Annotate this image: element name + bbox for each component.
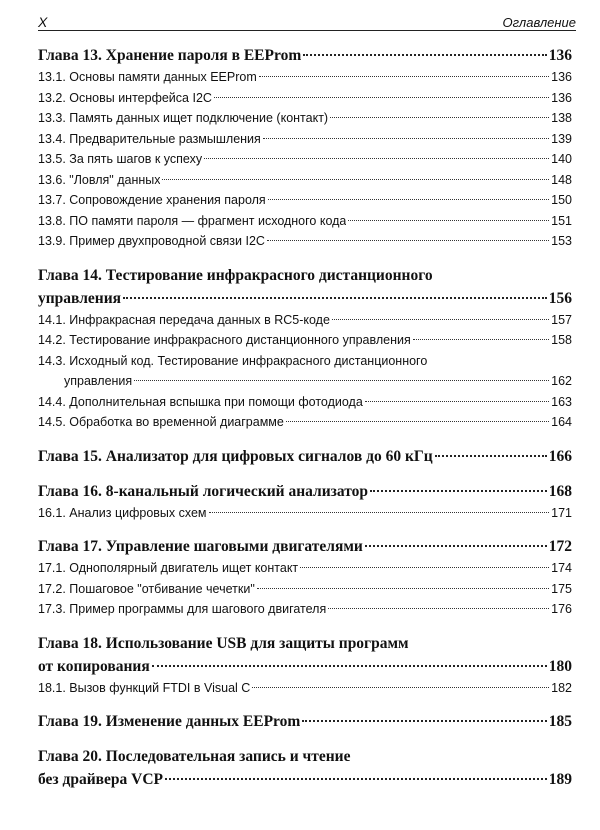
page-number: 140 (551, 152, 572, 166)
page-number: 162 (551, 374, 572, 388)
dot-leader (252, 687, 549, 688)
dot-leader (204, 158, 549, 159)
chapter-block (38, 745, 572, 791)
chapter-block (38, 44, 572, 252)
page-number: 156 (548, 289, 572, 307)
chapter-block (38, 445, 572, 468)
section-title: 13.4. Предварительные размышления (38, 131, 261, 146)
page-number: 158 (551, 333, 572, 347)
header-divider (38, 30, 576, 31)
chapter-block (38, 264, 572, 433)
page-number: 153 (551, 234, 572, 248)
dot-leader (370, 490, 547, 492)
page-number: 171 (551, 505, 572, 520)
dot-leader (152, 665, 547, 667)
section-title: 17.1. Однополярный двигатель ищет контакт (38, 561, 299, 575)
chapter-title: Глава 14. Тестирование инфракрасного дистанционного (38, 266, 433, 284)
chapter-title: Глава 16. 8-канальный логический анализатор (38, 482, 369, 500)
section-title: 13.2. Основы интерфейса I2C (38, 90, 212, 105)
section-entry-line[interactable] (38, 170, 572, 191)
dot-leader (348, 220, 549, 221)
page-number: 175 (551, 581, 572, 596)
section-title: 13.6. "Ловля" данных (38, 172, 161, 187)
dot-leader (134, 380, 549, 381)
page-number: 136 (548, 47, 572, 64)
section-entry-line[interactable] (38, 310, 572, 331)
section-entry-line[interactable] (38, 351, 572, 372)
chapter-entry-line[interactable] (38, 655, 572, 678)
chapter-block (38, 632, 572, 699)
section-entry-line[interactable] (38, 412, 572, 433)
section-title: 13.5. За пять шагов к успеху (38, 152, 203, 166)
page-number: 174 (551, 561, 572, 575)
dot-leader (365, 545, 547, 547)
section-title: 13.1. Основы памяти данных EEProm (38, 70, 257, 84)
dot-leader (328, 608, 549, 609)
dot-leader (302, 720, 546, 722)
page-number: 148 (551, 172, 572, 187)
dot-leader (365, 401, 549, 402)
page-number: 163 (551, 394, 572, 409)
chapter-title: Глава 18. Использование USB для защиты программ (38, 634, 409, 652)
chapter-block (38, 710, 572, 733)
chapter-entry-line[interactable] (38, 480, 572, 503)
section-title: 16.1. Анализ цифровых схем (38, 505, 207, 520)
chapter-block (38, 480, 572, 524)
section-entry-line[interactable] (38, 392, 572, 413)
chapter-entry-line[interactable] (38, 445, 572, 468)
section-title: 14.2. Тестирование инфракрасного дистанционного управления (38, 333, 411, 347)
section-entry-line[interactable] (38, 211, 572, 232)
page-number: 182 (551, 680, 572, 695)
chapter-title: Глава 15. Анализатор для цифровых сигналов до 60 кГц (38, 447, 433, 465)
section-entry-line[interactable] (38, 599, 572, 620)
dot-leader (268, 199, 549, 200)
dot-leader (413, 339, 549, 340)
dot-leader (214, 97, 549, 98)
chapter-entry-line[interactable] (38, 44, 572, 67)
section-title: 13.3. Память данных ищет подключение (контакт) (38, 111, 329, 125)
section-title: 17.3. Пример программы для шагового двигателя (38, 602, 327, 616)
dot-leader (259, 76, 549, 77)
page-number: 166 (548, 447, 572, 465)
page-number: 185 (548, 713, 572, 730)
dot-leader (286, 421, 549, 422)
chapter-title: без драйвера VCP (38, 771, 164, 788)
dot-leader (209, 512, 550, 513)
chapter-entry-line[interactable] (38, 264, 572, 287)
chapter-entry-line[interactable] (38, 632, 572, 655)
dot-leader (300, 567, 549, 568)
section-entry-line[interactable] (38, 503, 572, 524)
section-title: 14.3. Исходный код. Тестирование инфракрасного дистанционного (38, 353, 428, 368)
section-entry-line[interactable] (38, 149, 572, 170)
chapter-title: Глава 13. Хранение пароля в EEProm (38, 47, 302, 64)
section-entry-line[interactable] (38, 190, 572, 211)
page-number: 189 (548, 771, 572, 788)
dot-leader (267, 240, 549, 241)
dot-leader (257, 588, 549, 589)
section-entry-line[interactable] (38, 678, 572, 699)
dot-leader (162, 179, 549, 180)
section-entry-line[interactable] (38, 558, 572, 579)
chapter-title: от копирования (38, 657, 150, 675)
page-number: 136 (551, 70, 572, 84)
page-number: 176 (551, 602, 572, 616)
page-number: 151 (551, 213, 572, 228)
section-entry-line[interactable] (38, 371, 572, 392)
chapter-title: Глава 17. Управление шаговыми двигателями (38, 538, 363, 555)
section-title: 17.2. Пошаговое "отбивание чечетки" (38, 581, 255, 596)
page-number: 136 (551, 90, 572, 105)
section-title: 14.5. Обработка во временной диаграмме (38, 415, 284, 429)
page-number: 164 (551, 415, 572, 429)
section-entry-line[interactable] (38, 88, 572, 109)
dot-leader (165, 778, 547, 780)
section-entry-line[interactable] (38, 129, 572, 150)
section-entry-line[interactable] (38, 108, 572, 129)
section-entry-line[interactable] (38, 67, 572, 88)
dot-leader (435, 455, 547, 457)
chapter-entry-line[interactable] (38, 710, 572, 733)
section-title: 13.9. Пример двухпроводной связи I2C (38, 234, 265, 248)
page-header (38, 12, 576, 36)
section-title: управления (64, 374, 133, 388)
section-title: 13.8. ПО памяти пароля — фрагмент исходного кода (38, 213, 347, 228)
section-entry-line[interactable] (38, 330, 572, 351)
section-title: 14.1. Инфракрасная передача данных в RC5-коде (38, 312, 330, 327)
chapter-title: Глава 20. Последовательная запись и чтение (38, 748, 351, 765)
section-title: 18.1. Вызов функций FTDI в Visual C (38, 680, 251, 695)
page-number: 157 (551, 312, 572, 327)
section-title: 14.4. Дополнительная вспышка при помощи фотодиода (38, 394, 363, 409)
dot-leader (263, 138, 549, 139)
running-title: Оглавление (502, 15, 576, 30)
section-entry-line[interactable] (38, 579, 572, 600)
chapter-entry-line[interactable] (38, 287, 572, 310)
table-of-contents (38, 44, 572, 803)
chapter-entry-line[interactable] (38, 745, 572, 768)
chapter-entry-line[interactable] (38, 768, 572, 791)
page-number-label: X (38, 14, 48, 30)
dot-leader (332, 319, 549, 320)
chapter-entry-line[interactable] (38, 535, 572, 558)
dot-leader (303, 54, 546, 56)
section-title: 13.7. Сопровождение хранения пароля (38, 193, 266, 207)
chapter-title: управления (38, 289, 122, 307)
chapter-title: Глава 19. Изменение данных EEProm (38, 713, 301, 730)
page-number: 172 (548, 538, 572, 555)
page-number: 180 (548, 657, 572, 675)
page-number: 168 (548, 482, 572, 500)
chapter-block (38, 535, 572, 620)
page-number: 138 (551, 111, 572, 125)
section-entry-line[interactable] (38, 231, 572, 252)
page-number: 150 (551, 193, 572, 207)
page-number: 139 (551, 131, 572, 146)
dot-leader (330, 117, 549, 118)
dot-leader (123, 297, 547, 299)
